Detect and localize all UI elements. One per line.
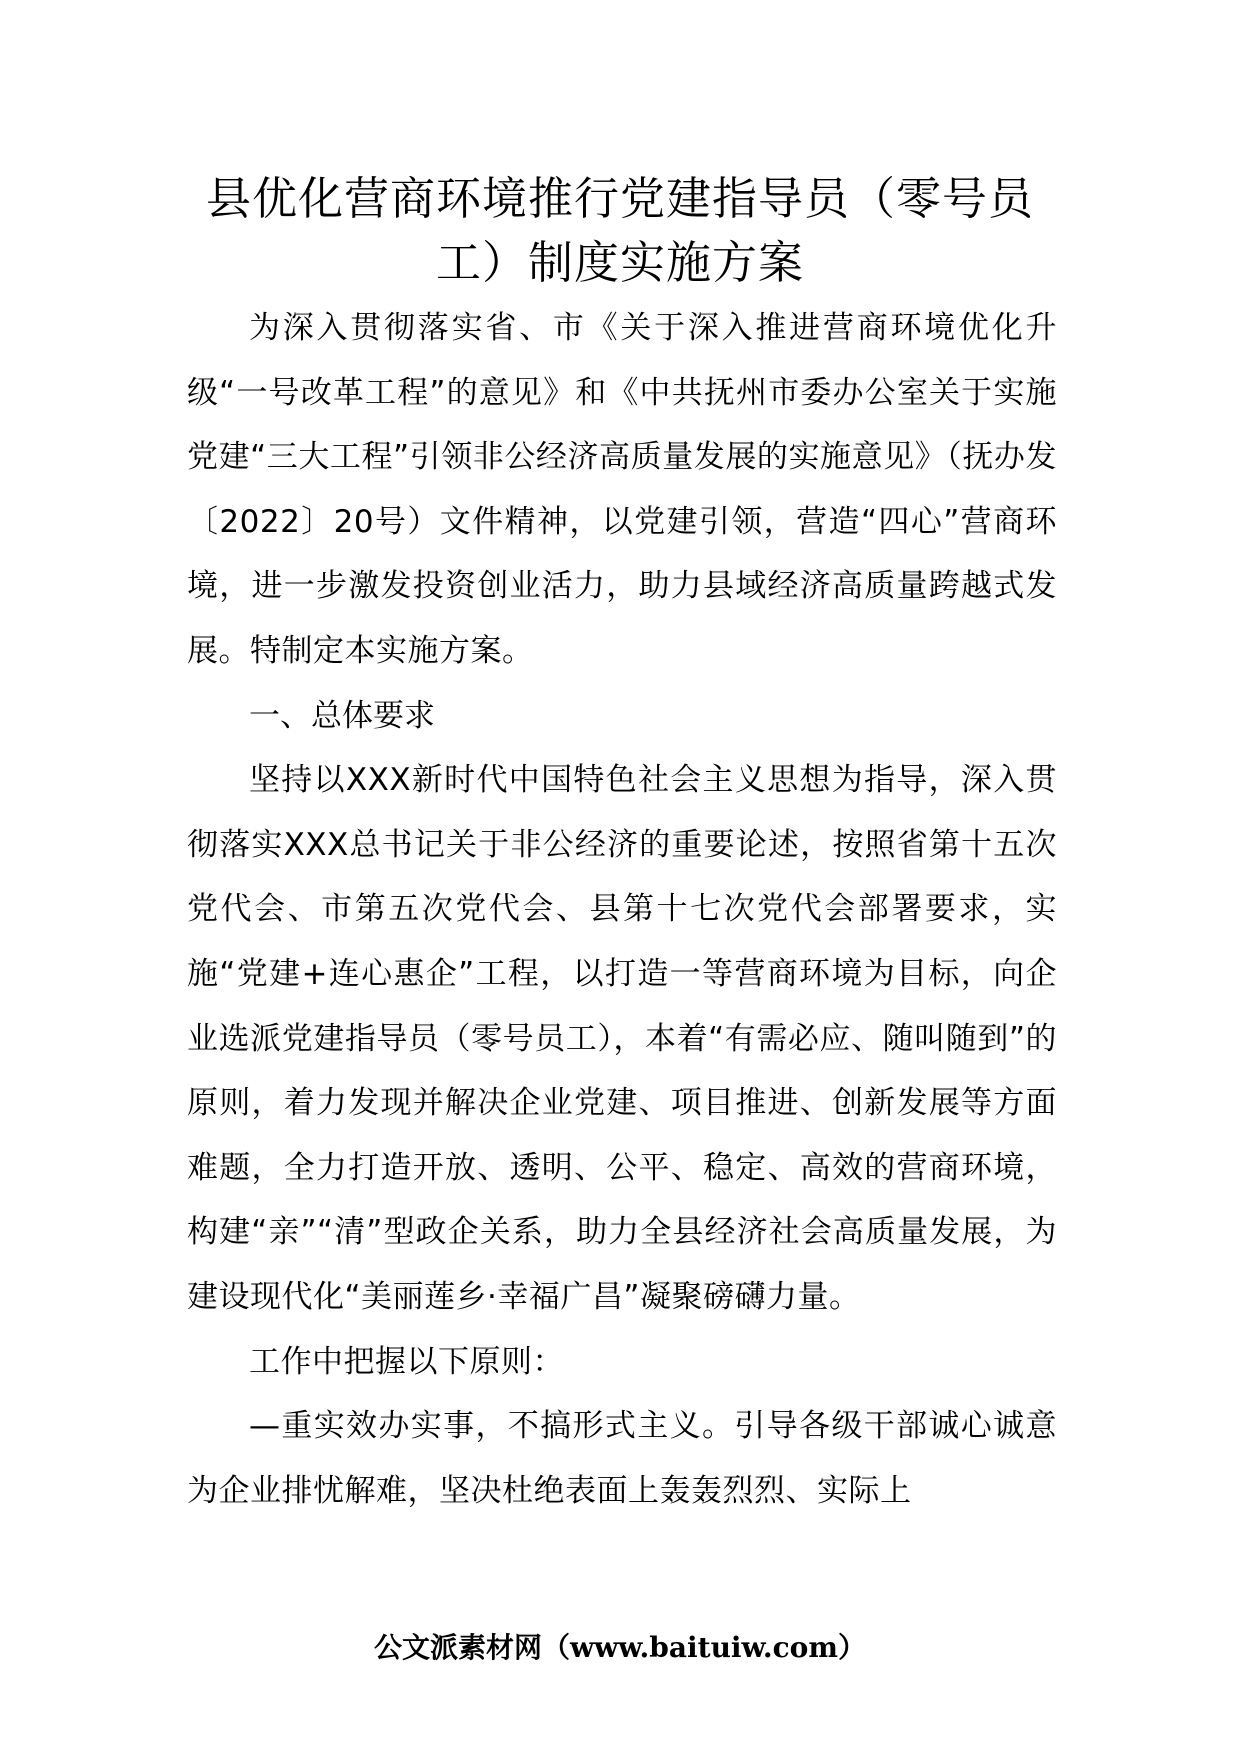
principle-1-paragraph: —重实效办实事，不搞形式主义。引导各级干部诚心诚意为企业排忧解难，坚决杜绝表面上轰轰烈烈、实际上	[187, 1408, 1057, 1509]
document-title-line-2: 工）制度实施方案	[435, 236, 804, 289]
footer-watermark: 公文派素材网（www.baituiw.com）	[374, 1631, 866, 1664]
section-1-paragraph: 坚持以XXX新时代中国特色社会主义思想为指导，深入贯彻落实XXX总书记关于非公经济的重要论述，按照省第十五次党代会、市第五次党代会、县第十七次党代会部署要求，实施“党建+连心惠企”工程，以打造一等营商环境为目标，向企业选派党建指导员（零号员工），本着“有需必应、随叫随到”的原则，着力发现并解决企业党建、项目推进、创新发展等方面难题，全力打造开放、透明、公平、稳定、高效的营商环境，构建“亲”“清”型政企关系，助力全县经济社会高质量发展，为建设现代化“美丽莲乡·幸福广昌”凝聚磅礴力量。	[187, 762, 1057, 1315]
intro-paragraph: 为深入贯彻落实省、市《关于深入推进营商环境优化升级“一号改革工程”的意见》和《中共抚州市委办公室关于实施党建“三大工程”引领非公经济高质量发展的实施意见》（抚办发〔2022〕20号）文件精神，以党建引领，营造“四心”营商环境，进一步激发投资创业活力，助力县域经济高质量跨越式发展。特制定本实施方案。	[187, 310, 1057, 669]
section-1-heading: 一、总体要求	[249, 697, 435, 734]
document-title-line-1: 县优化营商环境推行党建指导员（零号员	[205, 172, 1034, 225]
principles-intro-paragraph: 工作中把握以下原则：	[249, 1343, 564, 1380]
document-body	[187, 296, 1057, 1523]
